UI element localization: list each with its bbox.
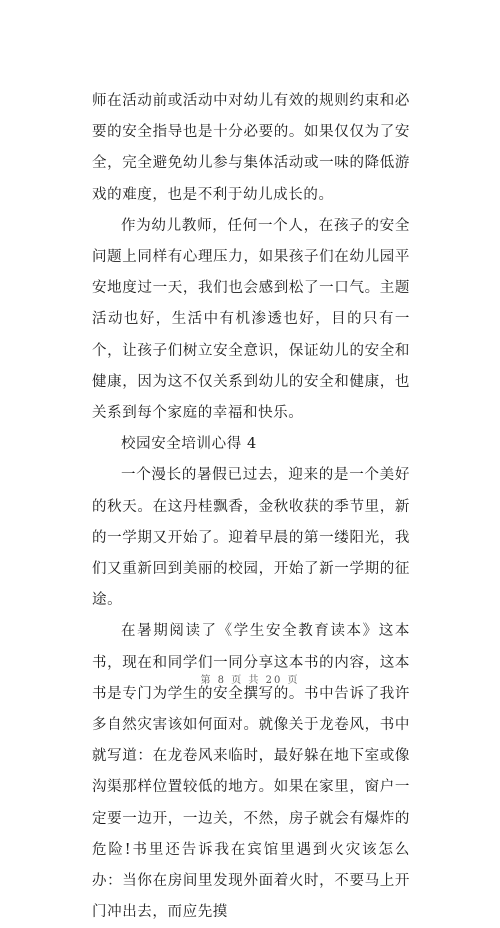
paragraph-safety-book: 在暑期阅读了《学生安全教育读本》这本书，现在和同学们一同分享这本书的内容，这本书是专门为学生的安全撰写的。书中告诉了我许多自然灾害该如何面对。就像关于龙卷风，书中就写道：在龙卷风来临时，最好躲在地下室或像沟渠那样位置较低的地方。如果在家里，窗户一定要一边开，一边关，不然，房子就会有爆炸的危险!书里还告诉我在宾馆里遇到火灾该怎么办：当你在房间里发现外面着火时，不要马上开门冲出去，而应先摸 [92,623,410,921]
section-heading: 校园安全培训心得 4 [121,436,257,453]
document-body [92,86,410,928]
paragraph-new-semester: 一个漫长的暑假已过去，迎来的是一个美好的秋天。在这丹桂飘香，金秋收获的季节里，新的一学期又开始了。迎着早晨的第一缕阳光，我们又重新回到美丽的校园，开始了新一学期的征途。 [92,467,410,609]
page-number-footer: 第 8 页 共 20 页 [200,675,300,686]
paragraph-continuation: 师在活动前或活动中对幼儿有效的规则约束和必要的安全指导也是十分必要的。如果仅仅为了安全，完全避免幼儿参与集体活动或一味的降低游戏的难度，也是不利于幼儿成长的。 [92,93,410,203]
paragraph-teacher-pressure: 作为幼儿教师，任何一个人，在孩子的安全问题上同样有心理压力，如果孩子们在幼儿园平安地度过一天，我们也会感到松了一口气。主题活动也好，生活中有机渗透也好，目的只有一个，让孩子们树立安全意识，保证幼儿的安全和健康，因为这不仅关系到幼儿的安全和健康，也关系到每个家庭的幸福和快乐。 [92,217,410,422]
